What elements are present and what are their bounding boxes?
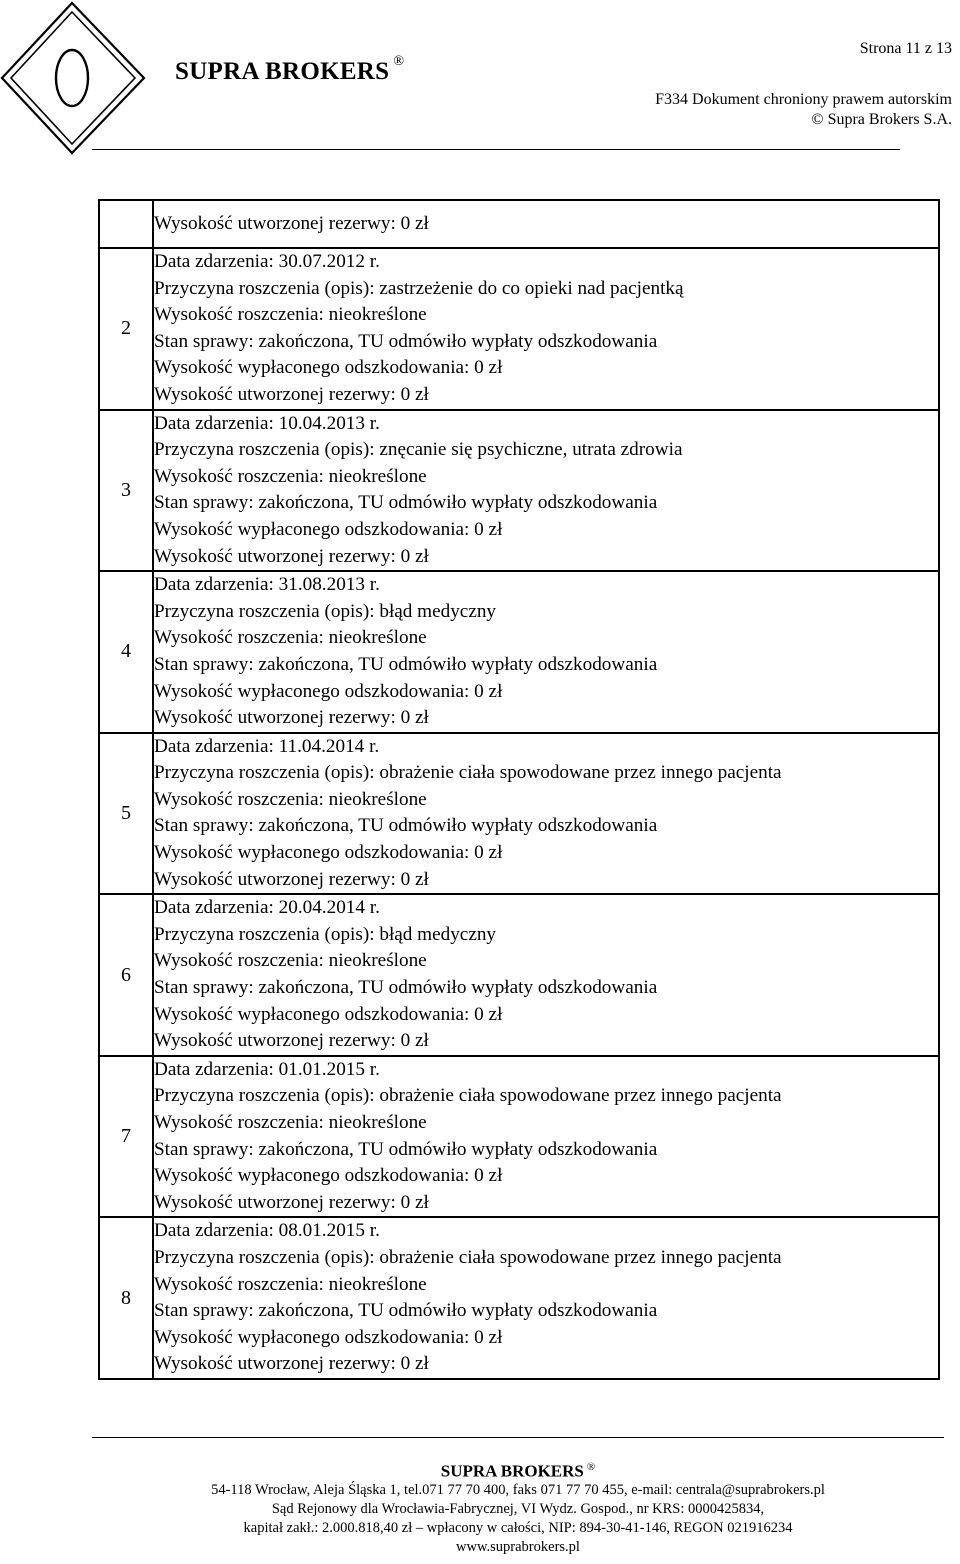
claim-details: [153, 248, 939, 410]
registered-mark: ®: [586, 1461, 596, 1473]
claim-cause: Przyczyna roszczenia (opis): błąd medyczny: [154, 600, 497, 622]
case-status: Stan sprawy: zakończona, TU odmówiło wypłaty odszkodowania: [154, 330, 658, 352]
event-date: Data zdarzenia: 30.07.2012 r.: [154, 251, 380, 272]
footer-address: 54-118 Wrocław, Aleja Śląska 1, tel.071 77 70 400, faks 071 77 70 455, e-mail: centrala@suprabrokers.pl: [211, 1481, 825, 1498]
paid-compensation: Wysokość wypłaconego odszkodowania: 0 zł: [154, 357, 503, 379]
claim-cause: Przyczyna roszczenia (opis): błąd medyczny: [154, 923, 497, 945]
table-row: [99, 410, 939, 572]
claim-amount: Wysokość roszczenia: nieokreślone: [154, 304, 427, 326]
page-number: Strona 11 z 13: [859, 40, 952, 57]
event-date: Data zdarzenia: 08.01.2015 r.: [154, 1220, 380, 1242]
case-status: Stan sprawy: zakończona, TU odmówiło wypłaty odszkodowania: [154, 977, 658, 999]
claim-amount: Wysokość roszczenia: nieokreślone: [154, 1273, 427, 1295]
copyright-notice: © Supra Brokers S.A.: [811, 111, 952, 128]
event-date: Data zdarzenia: 11.04.2014 r.: [154, 735, 380, 757]
claim-amount: Wysokość roszczenia: nieokreślone: [154, 788, 427, 810]
claim-cause: Przyczyna roszczenia (opis): obrażenie ciała spowodowane przez innego pacjenta: [154, 1085, 782, 1107]
claim-cause: Przyczyna roszczenia (opis): obrażenie ciała spowodowane przez innego pacjenta: [154, 1246, 782, 1268]
reserve-amount: Wysokość utworzonej rezerwy: 0 zł: [154, 212, 429, 234]
event-date: Data zdarzenia: 01.01.2015 r.: [154, 1058, 380, 1080]
table-row: [99, 200, 939, 248]
footer-capital-info: kapitał zakł.: 2.000.818,40 zł – wpłacony w całości, NIP: 894-30-41-146, REGON 021916234: [243, 1520, 793, 1537]
row-number: 3: [99, 410, 153, 572]
row-number: [99, 200, 153, 248]
paid-compensation: Wysokość wypłaconego odszkodowania: 0 zł: [154, 1003, 503, 1025]
reserve-amount: Wysokość utworzonej rezerwy: 0 zł: [154, 1191, 429, 1213]
row-number: 2: [99, 248, 153, 410]
paid-compensation: Wysokość wypłaconego odszkodowania: 0 zł: [154, 680, 503, 702]
footer-website-link[interactable]: www.suprabrokers.pl: [456, 1539, 580, 1556]
case-status: Stan sprawy: zakończona, TU odmówiło wypłaty odszkodowania: [154, 1300, 658, 1322]
claims-table: [98, 199, 940, 1380]
brand-name: SUPRA BROKERS ®: [175, 54, 405, 85]
reserve-amount: Wysokość utworzonej rezerwy: 0 zł: [154, 383, 429, 405]
reserve-amount: Wysokość utworzonej rezerwy: 0 zł: [154, 545, 429, 567]
header-divider: [92, 149, 900, 150]
case-status: Stan sprawy: zakończona, TU odmówiło wypłaty odszkodowania: [154, 653, 658, 675]
supra-brokers-logo: [0, 0, 150, 158]
row-number: 5: [99, 733, 153, 895]
table-row: [99, 894, 939, 1056]
claim-details: [153, 571, 939, 733]
table-row: [99, 733, 939, 895]
row-number: 7: [99, 1056, 153, 1218]
claim-details: [153, 1056, 939, 1218]
claim-details: [153, 200, 939, 248]
reserve-amount: Wysokość utworzonej rezerwy: 0 zł: [154, 1030, 429, 1052]
table-row: [99, 1217, 939, 1379]
paid-compensation: Wysokość wypłaconego odszkodowania: 0 zł: [154, 518, 503, 540]
table-row: [99, 571, 939, 733]
claim-details: [153, 894, 939, 1056]
reserve-amount: Wysokość utworzonej rezerwy: 0 zł: [154, 868, 429, 890]
claim-details: [153, 733, 939, 895]
case-status: Stan sprawy: zakończona, TU odmówiło wypłaty odszkodowania: [154, 815, 658, 837]
reserve-amount: Wysokość utworzonej rezerwy: 0 zł: [154, 1353, 429, 1375]
paid-compensation: Wysokość wypłaconego odszkodowania: 0 zł: [154, 1165, 503, 1187]
row-number: 6: [99, 894, 153, 1056]
claim-cause: Przyczyna roszczenia (opis): zastrzeżenie do co opieki nad pacjentką: [154, 277, 684, 299]
claim-details: [153, 1217, 939, 1379]
event-date: Data zdarzenia: 10.04.2013 r.: [154, 412, 380, 434]
footer-divider: [92, 1437, 944, 1438]
table-row: [99, 1056, 939, 1218]
row-number: 4: [99, 571, 153, 733]
footer: [92, 1458, 944, 1558]
claim-details: [153, 410, 939, 572]
claim-amount: Wysokość roszczenia: nieokreślone: [154, 1112, 427, 1133]
case-status: Stan sprawy: zakończona, TU odmówiło wypłaty odszkodowania: [154, 492, 658, 514]
claim-amount: Wysokość roszczenia: nieokreślone: [154, 627, 427, 649]
table-row: [99, 248, 939, 410]
paid-compensation: Wysokość wypłaconego odszkodowania: 0 zł: [154, 1326, 503, 1348]
event-date: Data zdarzenia: 20.04.2014 r.: [154, 897, 380, 919]
claim-amount: Wysokość roszczenia: nieokreślone: [154, 465, 427, 487]
claim-cause: Przyczyna roszczenia (opis): obrażenie ciała spowodowane przez innego pacjenta: [154, 762, 782, 784]
paid-compensation: Wysokość wypłaconego odszkodowania: 0 zł: [154, 842, 503, 864]
event-date: Data zdarzenia: 31.08.2013 r.: [154, 574, 380, 596]
protected-document-notice: F334 Dokument chroniony prawem autorskim: [655, 91, 952, 108]
case-status: Stan sprawy: zakończona, TU odmówiło wypłaty odszkodowania: [154, 1138, 658, 1160]
footer-brand: SUPRA BROKERS ®: [440, 1461, 596, 1481]
footer-court-registration: Sąd Rejonowy dla Wrocławia-Fabrycznej, VI Wydz. Gospod., nr KRS: 0000425834,: [271, 1501, 765, 1518]
row-number: 8: [99, 1217, 153, 1379]
reserve-amount: Wysokość utworzonej rezerwy: 0 zł: [154, 707, 429, 729]
registered-mark: ®: [393, 54, 405, 69]
claim-amount: Wysokość roszczenia: nieokreślone: [154, 950, 427, 972]
claim-cause: Przyczyna roszczenia (opis): znęcanie się psychiczne, utrata zdrowia: [154, 439, 683, 461]
